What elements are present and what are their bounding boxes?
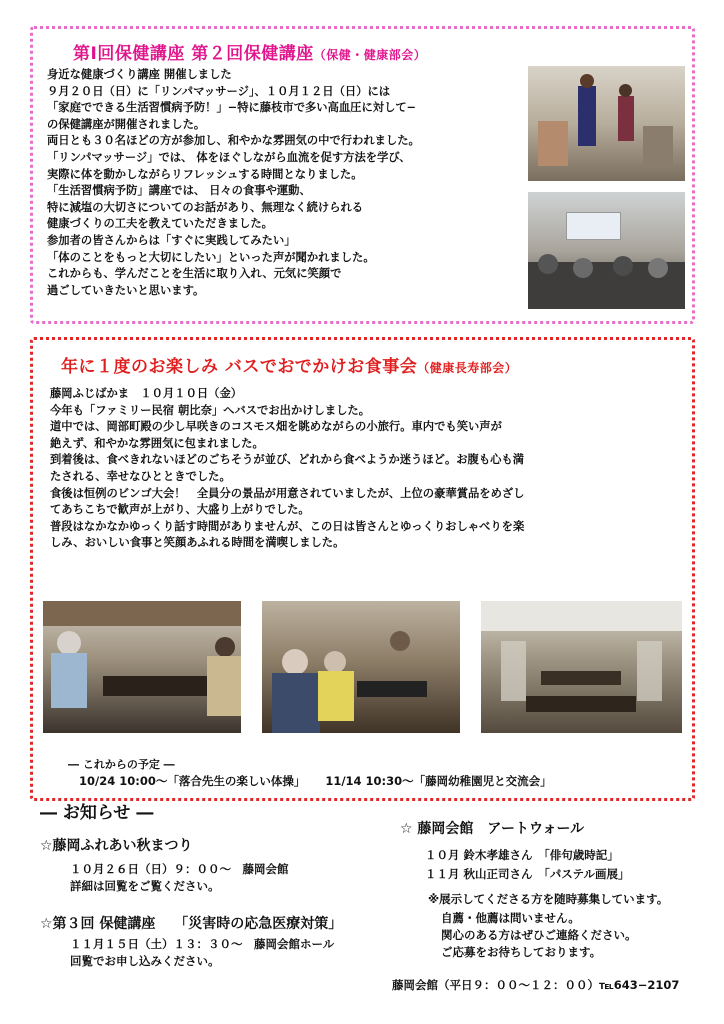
schedule-item: 10/24 10:00～「落合先生の楽しい体操」 — [79, 774, 306, 788]
health-seminar-body — [47, 67, 537, 299]
seminar-details — [70, 936, 334, 970]
dining-photo-1 — [43, 601, 241, 733]
health-seminar-line: 特に減塩の大切さについてのお話があり、無理なく続けられる — [47, 200, 364, 214]
seminar-line: 回覧でお申し込みください。 — [70, 954, 220, 968]
artwall-recruit-details — [441, 910, 637, 961]
health-seminar-line: 実際に体を動かしながらリフレッシュする時間となりました。 — [47, 167, 363, 181]
seminar-title: ☆第３回 保健講座 「災害時の応急医療対策」 — [40, 916, 343, 932]
artwall-entry: １０月 鈴木孝雄さん 「俳句歳時記」 — [425, 848, 619, 862]
health-seminar-line: 過ごしていきたいと思います。 — [47, 283, 205, 297]
festival-details — [70, 861, 289, 895]
health-seminar-line: 健康づくりの工夫を教えていただきました。 — [47, 217, 273, 231]
bus-outing-line: 道中では、岡部町殿の少し早咲きのコスモス畑を眺めながらの小旅行。車内でも笑い声が — [50, 420, 502, 434]
dining-photo-2 — [262, 601, 460, 733]
schedule-list — [79, 773, 568, 789]
seminar-line: １１月１５日（土）１３：３０～ 藤岡会館ホール — [70, 937, 335, 951]
health-seminar-title-text: 第Ⅰ回保健講座 第２回保健講座 — [73, 44, 314, 64]
health-seminar-line: ９月２０日（日）に「リンパマッサージ」、１０月１２日（日）には — [47, 84, 391, 98]
bus-outing-title — [61, 352, 517, 377]
bus-outing-line: 藤岡ふじばかま １０月１０日（金） — [50, 387, 243, 400]
artwall-entries — [425, 846, 629, 884]
schedule-item: 11/14 10:30～「藤岡幼稚園児と交流会」 — [325, 774, 552, 788]
health-seminar-line: 参加者の皆さんからは「すぐに実践してみたい」 — [47, 233, 296, 247]
health-seminar-line: 「生活習慣病予防」講座では、 日々の食事や運動、 — [47, 184, 311, 198]
health-seminar-subtitle: （保健・健康部会） — [313, 48, 427, 62]
bus-outing-line: 到着後は、食べきれないほどのごちそうが並び、どれから食べようか迷うほど。お腹も心も満 — [50, 453, 525, 467]
lifestyle-seminar-photo — [528, 192, 685, 309]
bus-outing-line: たされる、幸せなひとときでした。 — [50, 469, 231, 483]
festival-line: 詳細は回覧をご覧ください。 — [70, 879, 220, 893]
artwall-recruit-line: 関心のある方はぜひご連絡ください。 — [441, 928, 637, 942]
contact-footer: 藤岡会館（平日９：００～１２：００）℡643−2107 — [392, 978, 680, 992]
bus-outing-line: 絶えず、和やかな雰囲気に包まれました。 — [50, 436, 264, 450]
bus-outing-line: 普段はなかなかゆっくり話す時間がありませんが、この日は皆さんとゆっくりおしゃべりを楽 — [50, 519, 525, 533]
dining-photo-3 — [481, 601, 682, 733]
artwall-entry: １１月 秋山正司さん 「パステル画展」 — [425, 867, 630, 881]
health-seminar-title — [73, 39, 426, 64]
festival-title: ☆藤岡ふれあい秋まつり — [40, 838, 193, 854]
bus-outing-body — [50, 386, 685, 552]
health-seminar-line: 両日とも３０名ほどの方が参加し、和やかな雰囲気の中で行われました。 — [47, 134, 420, 148]
health-seminar-line: 「リンパマッサージ」では、 体をほぐしながら血流を促す方法を学び、 — [47, 150, 411, 164]
bus-outing-title-text: 年に１度のお楽しみ バスでおでかけお食事会 — [61, 357, 418, 377]
schedule-heading: ― これからの予定 ― — [68, 758, 175, 771]
health-seminar-line: 身近な健康づくり講座 開催しました — [47, 68, 232, 81]
artwall-recruit-line: ご応募をお待ちしております。 — [441, 945, 602, 959]
health-seminar-line: 「家庭でできる生活習慣病予防！」−特に藤枝市で多い高血圧に対して− — [47, 101, 417, 115]
bus-outing-line: 今年も「ファミリー民宿 朝比奈」へバスでお出かけしました。 — [50, 403, 371, 417]
festival-line: １０月２６日（日）９：００～ 藤岡会館 — [70, 862, 289, 876]
bus-outing-line: てあちこちで歓声が上がり、大盛り上がりでした。 — [50, 503, 310, 517]
bus-outing-subtitle: （健康長寿部会） — [417, 361, 518, 375]
bus-outing-line: しみ、おいしい食事と笑顔あふれる時間を満喫しました。 — [50, 536, 345, 550]
health-seminar-line: これからも、学んだことを生活に取り入れ、元気に笑顔で — [47, 267, 342, 281]
bus-outing-line: 食後は恒例のビンゴ大会！ 全員分の景品が用意されていましたが、上位の豪華賞品をめざし — [50, 486, 525, 500]
artwall-recruit: ※展示してくださる方を随時募集しています。 — [428, 892, 669, 906]
health-seminar-line: 「体のことをもっと大切にしたい」といった声が聞かれました。 — [47, 250, 375, 264]
artwall-recruit-line: 自薦・他薦は問いません。 — [441, 911, 580, 925]
notices-heading: ― お知らせ ― — [40, 803, 154, 823]
health-seminar-line: の保健講座が開催されました。 — [47, 117, 206, 131]
artwall-title: ☆ 藤岡会館 アートウォール — [400, 821, 585, 837]
lymph-massage-photo — [528, 66, 685, 181]
